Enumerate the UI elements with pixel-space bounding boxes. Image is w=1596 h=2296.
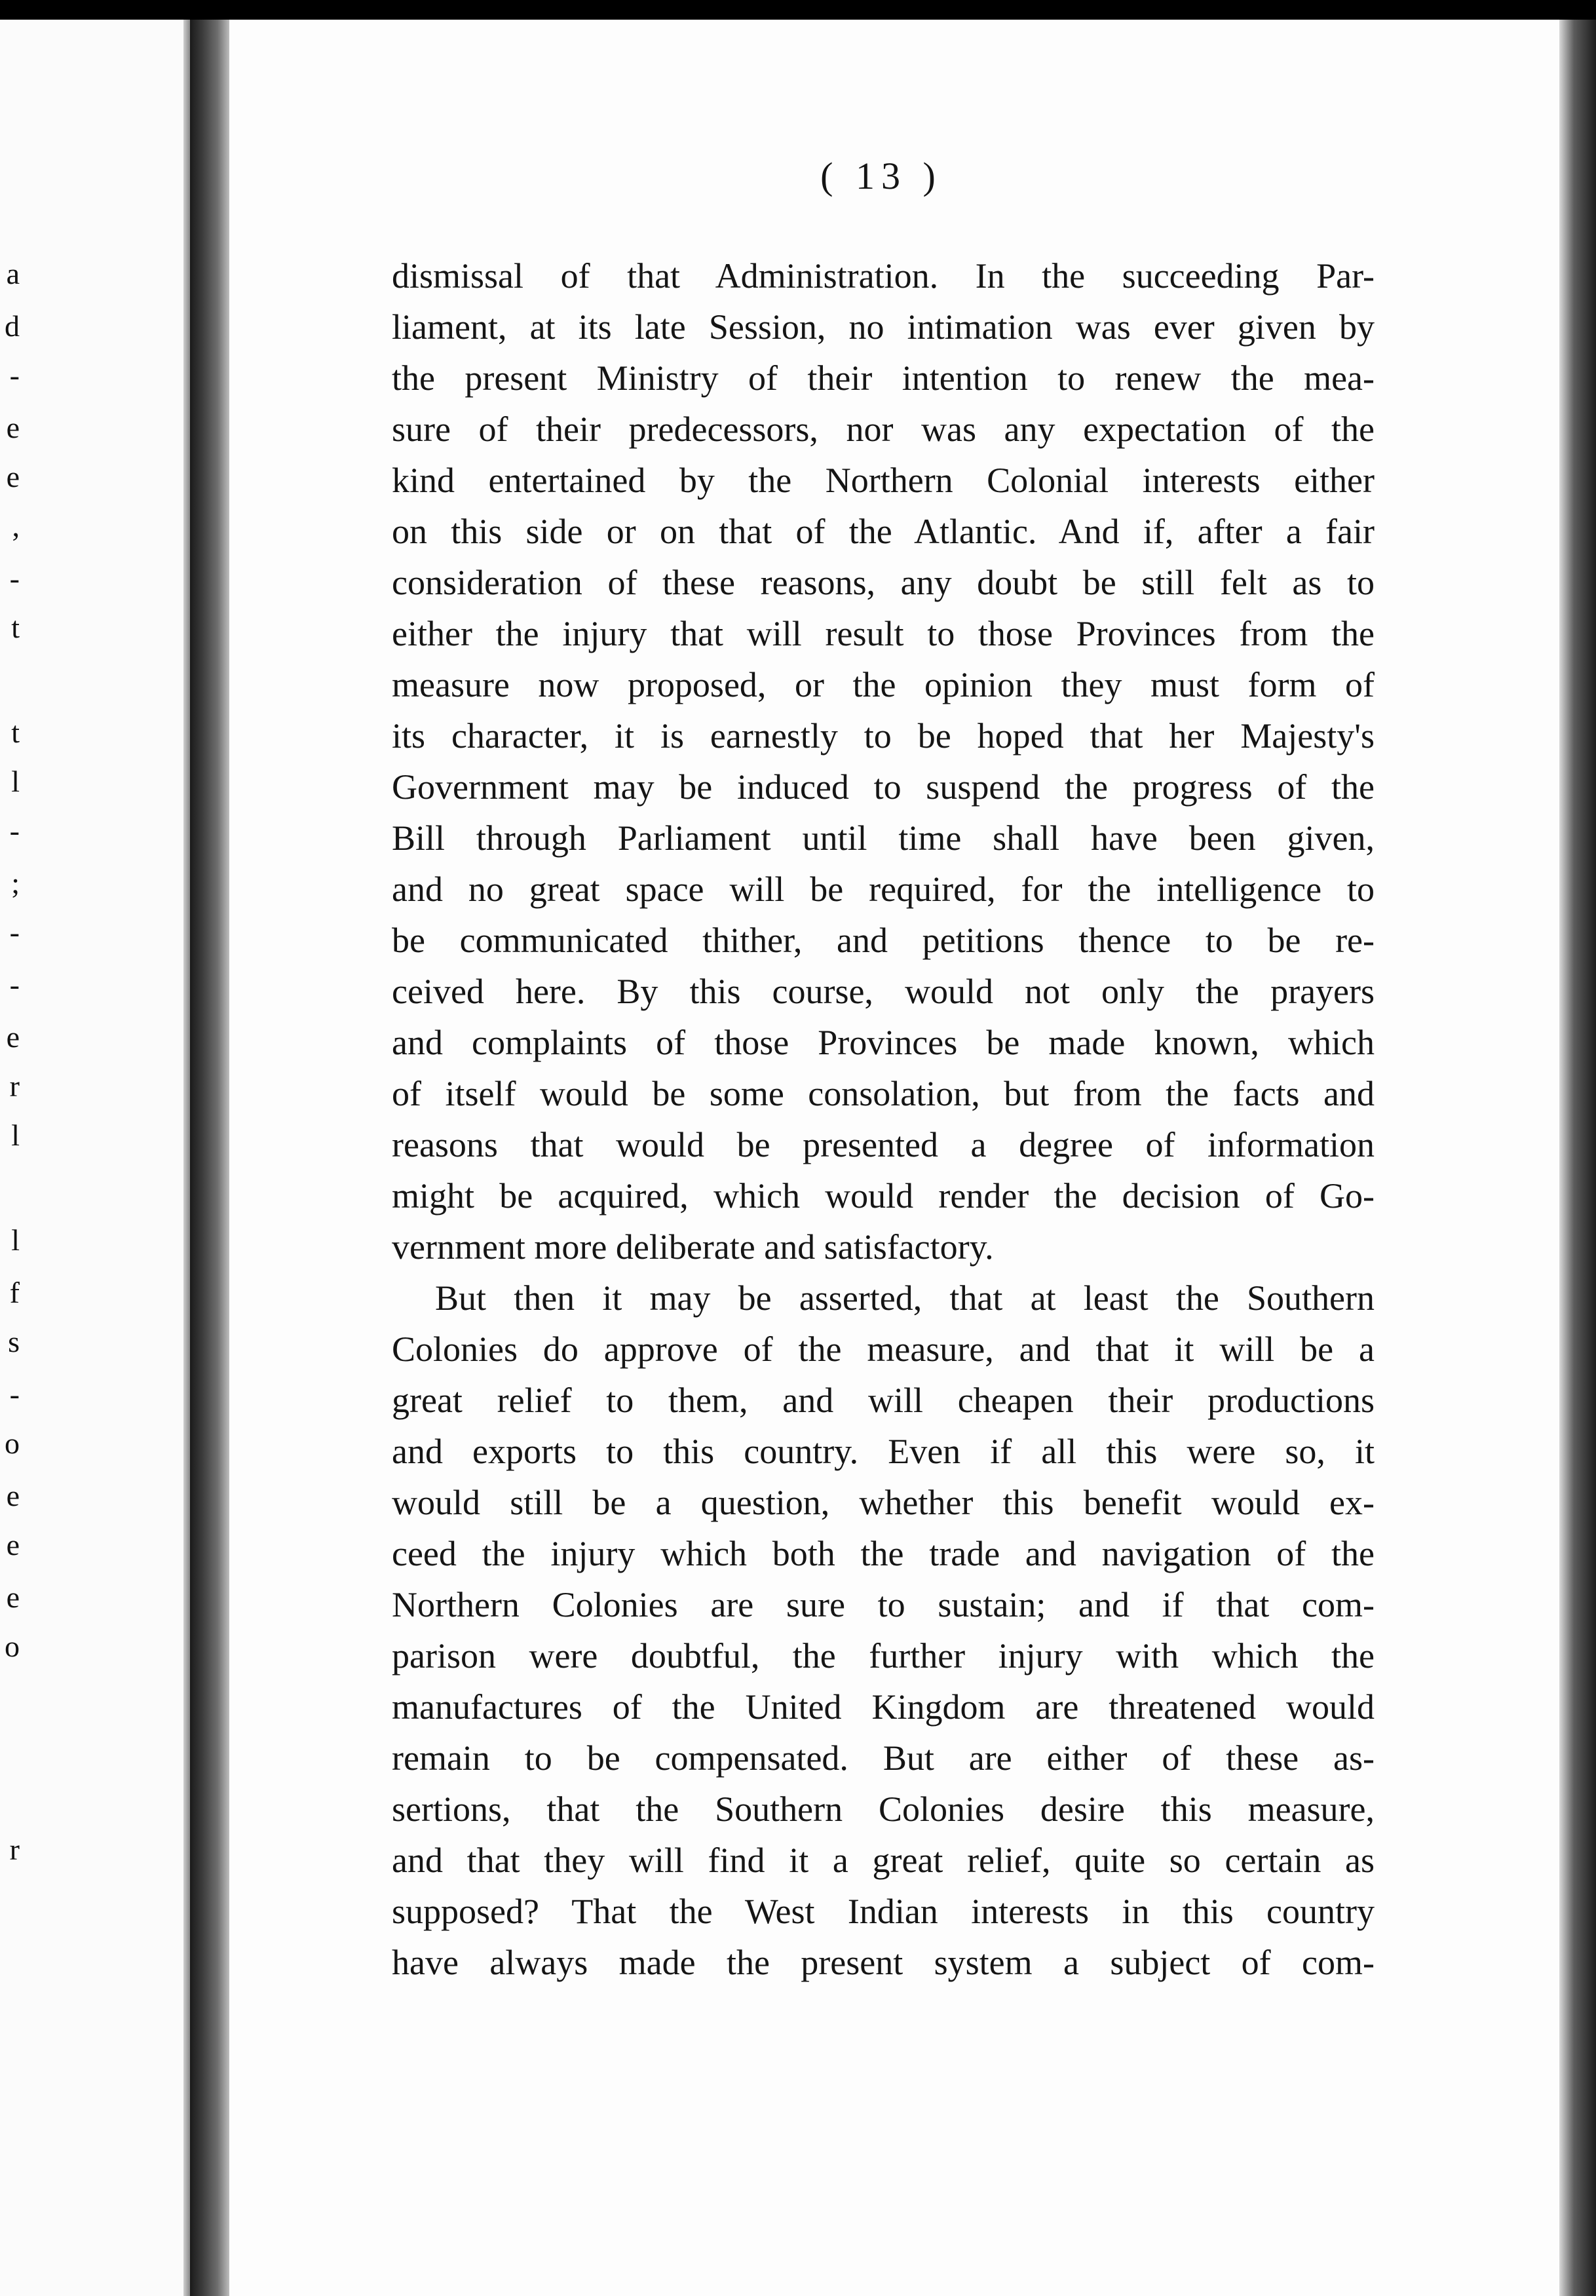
text-line: sertions, that the Southern Colonies desire this measure,	[392, 1789, 1375, 1829]
facing-page-fragment: o	[5, 1426, 20, 1460]
facing-page-fragment: e	[6, 1528, 20, 1561]
facing-page-fragment: a	[6, 257, 20, 290]
text-line: Government may be induced to suspend the progress of the	[392, 767, 1375, 807]
text-line: But then it may be asserted, that at least the Southern	[435, 1278, 1375, 1318]
facing-page-fragment: l	[11, 1223, 20, 1257]
text-line: would still be a question, whether this benefit would ex-	[392, 1483, 1375, 1522]
text-line: Northern Colonies are sure to sustain; and if that com-	[392, 1585, 1375, 1624]
text-line: dismissal of that Administration. In the succeeding Par-	[392, 256, 1375, 296]
text-line: its character, it is earnestly to be hoped that her Majesty's	[392, 716, 1375, 756]
text-line: sure of their predecessors, nor was any expectation of the	[392, 410, 1375, 449]
text-line: ceed the injury which both the trade and navigation of the	[392, 1534, 1375, 1573]
text-line: either the injury that will result to those Provinces from the	[392, 614, 1375, 653]
text-line: ceived here. By this course, would not only the prayers	[392, 972, 1375, 1011]
facing-page-fragment: ,	[12, 509, 20, 543]
text-line: kind entertained by the Northern Colonial interests either	[392, 461, 1375, 500]
facing-page	[0, 20, 190, 2296]
text-line: reasons that would be presented a degree of information	[392, 1125, 1375, 1164]
facing-page-edge	[183, 20, 190, 2296]
page-right-edge	[1559, 20, 1596, 2296]
facing-page-fragment: e	[6, 1020, 20, 1054]
text-line: have always made the present system a subject of com-	[392, 1943, 1375, 1982]
facing-page-fragment: s	[8, 1325, 20, 1358]
facing-page-fragment: o	[5, 1630, 20, 1663]
facing-page-fragment: e	[6, 411, 20, 444]
facing-page-fragment: -	[9, 968, 20, 1001]
page-number: ( 13 )	[820, 155, 942, 197]
facing-page-fragment: t	[11, 716, 20, 749]
text-line: liament, at its late Session, no intimation was ever given by	[392, 307, 1375, 347]
text-line: manufactures of the United Kingdom are threatened would	[392, 1687, 1375, 1727]
paragraph	[392, 250, 1375, 1272]
facing-page-fragment: -	[9, 1377, 20, 1411]
facing-page-fragment: r	[9, 1069, 20, 1103]
book-gutter	[190, 20, 229, 2296]
text-line: Bill through Parliament until time shall have been given,	[392, 818, 1375, 858]
facing-page-fragment: d	[5, 309, 20, 343]
facing-page-fragment: e	[6, 1580, 20, 1614]
text-line: remain to be compensated. But are either of these as-	[392, 1738, 1375, 1778]
text-line: and exports to this country. Even if all this were so, it	[392, 1432, 1375, 1471]
paragraph	[392, 1272, 1375, 1988]
facing-page-fragment: l	[11, 765, 20, 798]
facing-page-fragment: -	[9, 358, 20, 392]
text-line: measure now proposed, or the opinion they must form of	[392, 665, 1375, 704]
text-line: be communicated thither, and petitions thence to be re-	[392, 921, 1375, 960]
text-line: might be acquired, which would render the decision of Go-	[392, 1176, 1375, 1215]
text-line: of itself would be some consolation, but from the facts and	[392, 1074, 1375, 1113]
text-line: and complaints of those Provinces be made known, which	[392, 1023, 1375, 1062]
text-line: on this side or on that of the Atlantic. And if, after a fair	[392, 512, 1375, 551]
facing-page-fragment: -	[9, 814, 20, 847]
text-line: and no great space will be required, for the intelligence to	[392, 870, 1375, 909]
text-line: Colonies do approve of the measure, and that it will be a	[392, 1330, 1375, 1369]
facing-page-fragment: f	[9, 1276, 20, 1309]
book-page	[229, 20, 1559, 2296]
facing-page-fragment: t	[11, 611, 20, 644]
facing-page-fragment: l	[11, 1119, 20, 1152]
page-body	[392, 250, 1375, 1988]
facing-page-fragment: e	[6, 1479, 20, 1512]
facing-page-fragment: r	[9, 1833, 20, 1866]
text-line: parison were doubtful, the further injury with which the	[392, 1636, 1375, 1675]
facing-page-fragment: -	[9, 915, 20, 949]
text-line: vernment more deliberate and satisfactory.	[392, 1227, 994, 1267]
text-line: supposed? That the West Indian interests in this country	[392, 1892, 1375, 1931]
text-line: and that they will find it a great relief, quite so certain as	[392, 1841, 1375, 1880]
text-line: great relief to them, and will cheapen their productions	[392, 1381, 1375, 1420]
facing-page-fragment: ;	[11, 866, 20, 900]
text-line: the present Ministry of their intention to renew the mea-	[392, 358, 1375, 398]
facing-page-fragment: -	[9, 562, 20, 595]
facing-page-text-fragments	[0, 20, 26, 2296]
text-line: consideration of these reasons, any doubt be still felt as to	[392, 563, 1375, 602]
facing-page-fragment: e	[6, 460, 20, 493]
